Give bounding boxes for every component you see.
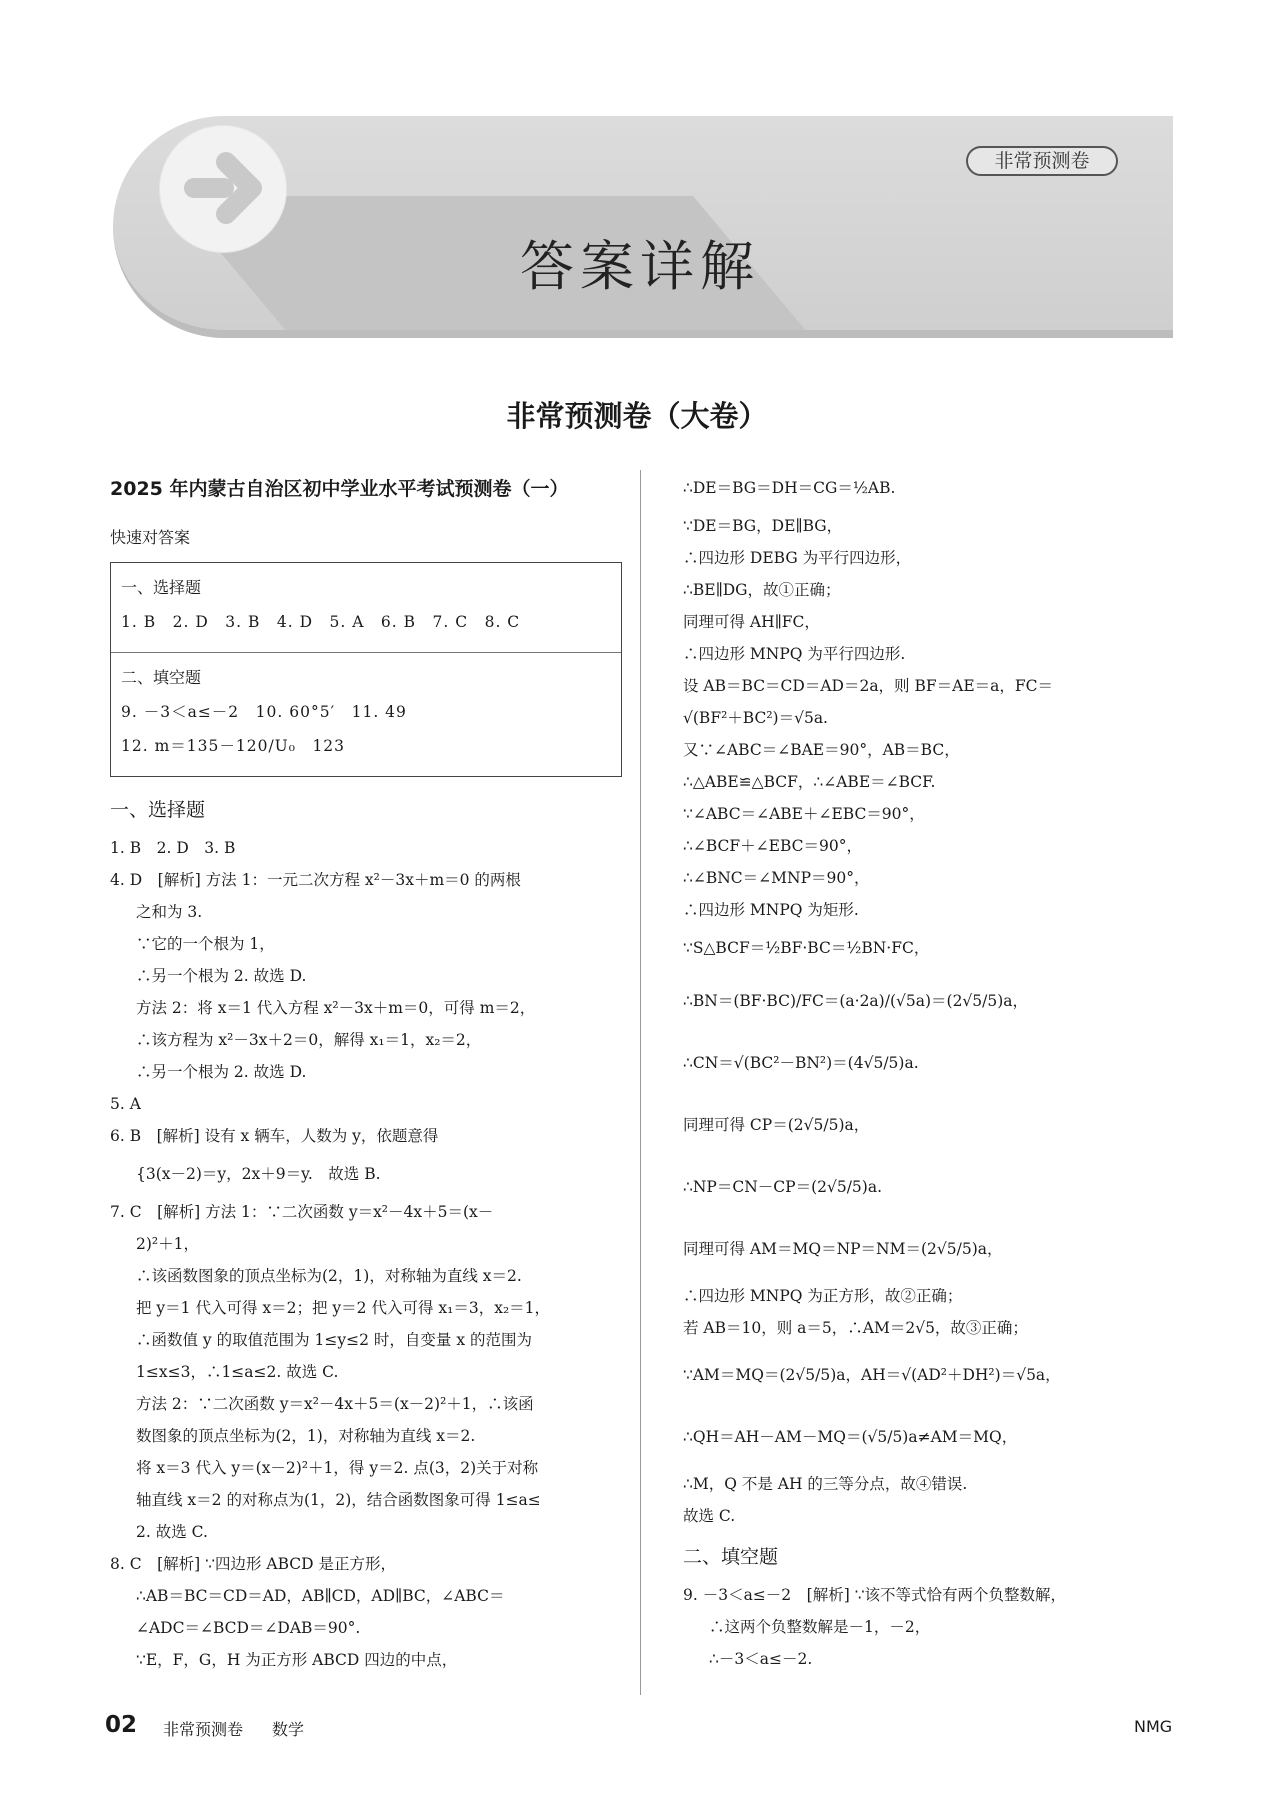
solution-line: ∵AM＝MQ＝(2√5/5)a，AH＝√(AD²＋DH²)＝√5a，	[683, 1366, 1061, 1384]
solution-line: 1. B 2. D 3. B	[110, 839, 236, 857]
solution-line: 之和为 3.	[136, 903, 203, 921]
right-column	[683, 466, 1173, 1675]
solution-line: 1≤x≤3，∴1≤a≤2. 故选 C.	[136, 1363, 339, 1381]
solution-line: ∴DE＝BG＝DH＝CG＝½AB.	[683, 479, 896, 497]
solution-line: ∵DE＝BG，DE∥BG，	[683, 517, 843, 535]
fill-answer-section	[111, 652, 621, 776]
section-heading-fill: 二、填空题	[683, 1546, 779, 1568]
solution-line: 设 AB＝BC＝CD＝AD＝2a，则 BF＝AE＝a，FC＝	[683, 677, 1053, 695]
choice-heading: 一、选择题	[121, 578, 202, 597]
solution-line: ∴AB＝BC＝CD＝AD，AB∥CD，AD∥BC，∠ABC＝	[136, 1587, 505, 1605]
solution-line: ∴△ABE≌△BCF，∴∠ABE＝∠BCF.	[683, 773, 936, 791]
solution-line: 7. C [解析] 方法 1：∵二次函数 y＝x²－4x＋5＝(x－	[110, 1203, 494, 1221]
choice-answer-section	[111, 563, 621, 652]
fill-answers-1: 9. －3＜a≤－2 10. 60°5′ 11. 49	[121, 703, 407, 721]
solution-line: 8. C [解析] ∵四边形 ABCD 是正方形，	[110, 1555, 396, 1573]
solution-line: ∴另一个根为 2. 故选 D.	[136, 1063, 307, 1081]
solution-line: 6. B [解析] 设有 x 辆车，人数为 y，依题意得	[110, 1127, 439, 1145]
solution-line: 若 AB＝10，则 a＝5，∴AM＝2√5，故③正确；	[683, 1319, 1028, 1337]
solution-line: 数图象的顶点坐标为(2，1)，对称轴为直线 x＝2.	[136, 1427, 476, 1445]
solution-line: 同理可得 AH∥FC，	[683, 613, 820, 631]
solution-line: 故选 C.	[683, 1507, 736, 1525]
solution-line: ∠ADC＝∠BCD＝∠DAB＝90°.	[136, 1619, 361, 1637]
solution-line: ∵∠ABC＝∠ABE＋∠EBC＝90°，	[683, 805, 925, 823]
solution-line: {3(x－2)＝y，2x＋9＝y. 故选 B.	[136, 1165, 381, 1183]
solution-line: 2. 故选 C.	[136, 1523, 208, 1541]
footer-series: 非常预测卷	[163, 1720, 244, 1739]
solution-line: ∵E，F，G，H 为正方形 ABCD 四边的中点，	[136, 1651, 458, 1669]
footer-subject: 数学	[272, 1720, 305, 1739]
solution-line: ∴四边形 MNPQ 为平行四边形.	[683, 645, 906, 663]
series-badge: 非常预测卷	[966, 146, 1118, 176]
solution-line: 5. A	[110, 1095, 141, 1113]
solution-line: ∴函数值 y 的取值范围为 1≤y≤2 时，自变量 x 的范围为	[136, 1331, 533, 1349]
fill-answers-2: 12. m＝135－120/U₀ 123	[121, 737, 346, 755]
solution-line: ∴BE∥DG，故①正确；	[683, 581, 841, 599]
solution-line: 把 y＝1 代入可得 x＝2；把 y＝2 代入可得 x₁＝3，x₂＝1，	[136, 1299, 551, 1317]
solution-line: 同理可得 CP＝(2√5/5)a，	[683, 1116, 870, 1134]
solution-line: ∴∠BCF＋∠EBC＝90°，	[683, 837, 862, 855]
left-column	[110, 474, 622, 1676]
arrow-right-icon	[160, 126, 286, 252]
banner-circle	[160, 126, 286, 252]
solution-line: ∴CN＝√(BC²－BN²)＝(4√5/5)a.	[683, 1054, 919, 1072]
solution-line: ∴四边形 DEBG 为平行四边形，	[683, 549, 912, 567]
solution-line: ∴这两个负整数解是－1，－2，	[709, 1618, 931, 1636]
solution-line: ∴－3＜a≤－2.	[709, 1650, 813, 1668]
solution-line: √(BF²＋BC²)＝√5a.	[683, 709, 828, 727]
solution-line: ∴四边形 MNPQ 为正方形，故②正确；	[683, 1287, 963, 1305]
solution-line: ∴∠BNC＝∠MNP＝90°，	[683, 869, 870, 887]
solution-line: ∴QH＝AH－AM－MQ＝(√5/5)a≠AM＝MQ，	[683, 1428, 1018, 1446]
solution-line: 方法 2：将 x＝1 代入方程 x²－3x＋m＝0，可得 m＝2，	[136, 999, 536, 1017]
solution-line: 9. －3＜a≤－2 [解析] ∵该不等式恰有两个负整数解，	[683, 1586, 1067, 1604]
fill-heading: 二、填空题	[121, 668, 202, 687]
column-divider	[640, 470, 641, 1695]
page-number: 02	[105, 1712, 138, 1738]
solution-line: ∴另一个根为 2. 故选 D.	[136, 967, 307, 985]
choice-answers: 1. B 2. D 3. B 4. D 5. A 6. B 7. C 8. C	[121, 613, 521, 631]
solution-line: 4. D [解析] 方法 1：一元二次方程 x²－3x＋m＝0 的两根	[110, 871, 521, 889]
quick-answer-box	[110, 562, 622, 777]
section-heading-choice: 一、选择题	[110, 799, 206, 821]
solution-line: 又∵∠ABC＝∠BAE＝90°，AB＝BC，	[683, 741, 960, 759]
solution-line: 轴直线 x＝2 的对称点为(1，2)，结合函数图象可得 1≤a≤	[136, 1491, 541, 1509]
footer-code: NMG	[1134, 1717, 1173, 1736]
solution-line: ∴该方程为 x²－3x＋2＝0，解得 x₁＝1，x₂＝2，	[136, 1031, 482, 1049]
solution-line: 2)²＋1，	[136, 1235, 199, 1253]
solution-line: 同理可得 AM＝MQ＝NP＝NM＝(2√5/5)a，	[683, 1240, 1003, 1258]
page-title: 答案详解	[520, 235, 760, 298]
solution-line: ∴该函数图象的顶点坐标为(2，1)，对称轴为直线 x＝2.	[136, 1267, 522, 1285]
solution-line: ∴M，Q 不是 AH 的三等分点，故④错误.	[683, 1475, 968, 1493]
solution-line: ∵它的一个根为 1，	[136, 935, 275, 953]
solution-line: 将 x＝3 代入 y＝(x－2)²＋1，得 y＝2. 点(3，2)关于对称	[136, 1459, 539, 1477]
exam-title: 2025 年内蒙古自治区初中学业水平考试预测卷（一）	[110, 478, 569, 500]
solution-line: ∴NP＝CN－CP＝(2√5/5)a.	[683, 1178, 883, 1196]
solution-line: ∴四边形 MNPQ 为矩形.	[683, 901, 859, 919]
solution-line: ∵S△BCF＝½BF·BC＝½BN·FC，	[683, 939, 930, 957]
solution-line: ∴BN＝(BF·BC)/FC＝(a·2a)/(√5a)＝(2√5/5)a，	[683, 992, 1029, 1010]
quick-answer-label: 快速对答案	[110, 528, 191, 547]
solution-line: 方法 2：∵二次函数 y＝x²－4x＋5＝(x－2)²＋1，∴该函	[136, 1395, 534, 1413]
section-title: 非常预测卷（大卷）	[506, 399, 768, 433]
